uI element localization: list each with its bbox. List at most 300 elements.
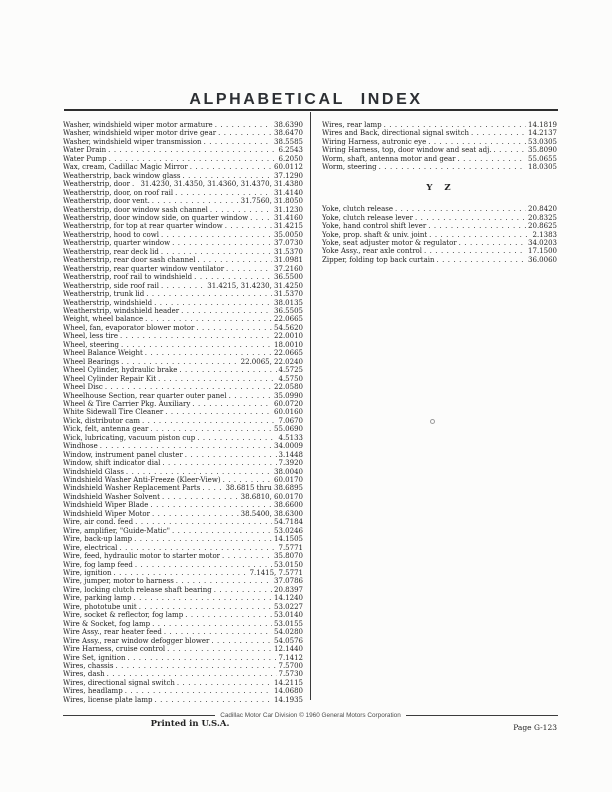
- dot-leader: [384, 121, 526, 129]
- entry-label: Windshield Wiper Motor: [63, 509, 150, 518]
- entry-label: Window, instrument panel cluster: [63, 450, 183, 459]
- entry-value: 6.2050: [278, 154, 303, 163]
- dot-leader: [424, 247, 526, 255]
- index-entries-yz: [322, 205, 557, 264]
- dot-leader: [218, 129, 272, 137]
- index-row: [63, 214, 303, 222]
- dot-leader: [105, 383, 272, 391]
- entry-label: Yoke, prop. shaft & univ. joint: [322, 230, 428, 239]
- entry-value: 38.0040: [274, 467, 303, 476]
- index-row: [63, 256, 303, 264]
- dot-leader: [204, 138, 272, 146]
- index-row: [63, 400, 303, 408]
- entry-value: 37.1290: [274, 171, 303, 180]
- dot-leader: [197, 434, 276, 442]
- index-row: [63, 425, 303, 433]
- entry-label: Wheel Cylinder, hydraulic brake: [63, 366, 178, 375]
- entry-value: 4.5725: [278, 366, 303, 375]
- index-row: [63, 603, 303, 611]
- entry-label: Wheel Balance Weight: [63, 349, 143, 358]
- dot-leader: [428, 138, 526, 146]
- index-row: [63, 239, 303, 247]
- dot-leader: [175, 189, 272, 197]
- index-row: [63, 493, 303, 501]
- entry-value: 4.5133: [278, 433, 303, 442]
- dot-leader: [134, 535, 272, 543]
- entry-label: Wire, socket & reflector, fog lamp: [63, 611, 184, 620]
- entry-label: Wire, locking clutch release shaft bearing: [63, 585, 212, 594]
- dot-leader: [145, 315, 272, 323]
- index-row: [63, 628, 303, 636]
- dot-leader: [210, 206, 272, 214]
- entry-label: Wire Set, ignition: [63, 653, 126, 662]
- index-row: [63, 383, 303, 391]
- index-row: [63, 518, 303, 526]
- entry-label: Weatherstrip, windshield: [63, 298, 153, 307]
- entry-label: Wire, parking lamp: [63, 594, 132, 603]
- dot-leader: [125, 687, 272, 695]
- index-row: [63, 476, 303, 484]
- entry-label: Wire, phototube unit: [63, 602, 137, 611]
- entry-value: 14.1819: [528, 121, 557, 129]
- index-row: [63, 687, 303, 695]
- dot-leader: [126, 468, 272, 476]
- entry-label: Washer, windshield wiper motor armature: [63, 121, 213, 129]
- entry-label: Yoke, hand control shift lever: [322, 222, 427, 231]
- dot-leader: [152, 197, 239, 205]
- entry-value: 31.4160: [274, 213, 303, 222]
- index-row: [322, 155, 557, 163]
- index-row: [63, 696, 303, 704]
- entry-label: Wire, air cond. feed: [63, 518, 134, 527]
- entry-value: 36.5500: [274, 273, 303, 282]
- entry-label: Windshield Glass: [63, 467, 124, 476]
- index-row: [322, 163, 557, 171]
- dot-leader: [158, 375, 276, 383]
- dot-leader: [142, 417, 277, 425]
- entry-value: 36.5505: [274, 306, 303, 315]
- dot-leader: [139, 603, 272, 611]
- entry-label: Worm, shaft, antenna motor and gear: [322, 154, 456, 163]
- entry-value: 20.8397: [274, 585, 303, 594]
- dot-leader: [190, 163, 272, 171]
- dot-leader: [172, 239, 272, 247]
- entry-label: Weight, wheel balance: [63, 315, 144, 324]
- dot-leader: [132, 180, 139, 188]
- dot-leader: [223, 476, 272, 484]
- entry-label: Wheel Bearings: [63, 357, 120, 366]
- dot-leader: [437, 256, 527, 264]
- index-row: [63, 637, 303, 645]
- entry-label: Wax, cream, Cadillac Magic Mirror: [63, 163, 188, 172]
- page-number: Page G-123: [513, 723, 557, 732]
- entry-label: Weatherstrip, quarter window: [63, 239, 171, 248]
- entry-label: Yoke Assy., rear axle control: [322, 247, 422, 256]
- entry-label: Wires, rear lamp: [322, 121, 382, 129]
- entry-value: 54.0280: [274, 628, 303, 637]
- entry-label: Weatherstrip, windshield header: [63, 306, 180, 315]
- entry-label: Wheel, less tire: [63, 332, 119, 341]
- dot-leader: [179, 366, 276, 374]
- dot-leader: [150, 501, 272, 509]
- entry-label: Wires and Back, directional signal switch: [322, 129, 469, 138]
- index-row: [63, 434, 303, 442]
- index-row: [322, 205, 557, 213]
- entry-value: 14.2137: [528, 129, 557, 138]
- entry-value: 14.0680: [274, 687, 303, 696]
- entry-value: 7.5700: [278, 662, 303, 670]
- entry-value: 7.0670: [278, 416, 303, 425]
- index-row: [63, 451, 303, 459]
- dot-leader: [107, 670, 277, 678]
- index-row: [63, 392, 303, 400]
- entry-value: 53.0246: [274, 526, 303, 535]
- entry-value: 34.0009: [274, 442, 303, 451]
- entry-label: Wheel, steering: [63, 340, 119, 349]
- index-row: [63, 189, 303, 197]
- entry-value: 7.1412: [278, 653, 303, 662]
- page-title: ALPHABETICAL INDEX: [189, 91, 423, 108]
- entry-label: Wheel Cylinder Repair Kit: [63, 374, 157, 383]
- dot-leader: [127, 654, 276, 662]
- index-row: [322, 239, 557, 247]
- dot-leader: [154, 299, 272, 307]
- entry-value: 22.0580: [274, 383, 303, 392]
- index-row: [63, 349, 303, 357]
- entry-label: Wires, dash: [63, 670, 105, 679]
- dot-leader: [181, 307, 272, 315]
- entry-label: Wiring Harness, top, door window and seat adj.: [322, 146, 492, 155]
- entry-value: 20.8325: [528, 213, 557, 222]
- entry-label: Wick, distributor cam: [63, 416, 140, 425]
- entry-label: Window, shift indicator dial: [63, 459, 161, 468]
- index-row: [63, 552, 303, 560]
- index-row: [63, 662, 303, 670]
- index-row: [63, 459, 303, 467]
- dot-leader: [167, 645, 272, 653]
- entry-value: 38.5585: [274, 137, 303, 146]
- entry-label: Yoke, clutch release lever: [322, 213, 414, 222]
- entry-value: 12.1440: [274, 645, 303, 654]
- entry-label: Wheel, fan, evaporator blower motor: [63, 323, 195, 332]
- dot-leader: [225, 222, 272, 230]
- entry-value: 60.0170: [274, 476, 303, 485]
- index-row: [322, 231, 557, 239]
- entry-label: Washer, windshield wiper transmission: [63, 137, 202, 146]
- entry-value: 34.0203: [528, 238, 557, 247]
- index-row: [63, 146, 303, 154]
- entry-value: 20.8625: [528, 222, 557, 231]
- dot-leader: [150, 425, 272, 433]
- dot-leader: [121, 341, 272, 349]
- entry-value: 53.0305: [528, 137, 557, 146]
- index-row: [63, 341, 303, 349]
- dot-leader: [161, 282, 205, 290]
- footer-copyright-row: [63, 712, 558, 719]
- entry-label: Weatherstrip, door: [63, 180, 130, 189]
- dot-leader: [229, 392, 272, 400]
- dot-leader: [162, 493, 239, 501]
- entry-label: Wire, fog lamp feed: [63, 560, 133, 569]
- index-row: [63, 121, 303, 129]
- entry-value: 53.0227: [274, 602, 303, 611]
- entry-value: 38.6390: [274, 121, 303, 129]
- dot-leader: [211, 637, 272, 645]
- dot-leader: [459, 239, 526, 247]
- entry-label: Water Drain: [63, 146, 107, 155]
- dot-leader: [415, 214, 526, 222]
- index-row: [63, 442, 303, 450]
- index-row: [63, 332, 303, 340]
- entry-label: Weatherstrip, door window side, on quarter window: [63, 213, 249, 222]
- index-column-right: [322, 121, 557, 264]
- dot-leader: [145, 349, 272, 357]
- entry-value: 54.7184: [274, 518, 303, 527]
- index-row: [63, 366, 303, 374]
- printed-in-usa: Printed in U.S.A.: [150, 719, 230, 729]
- entry-value: 37.0730: [274, 239, 303, 248]
- dot-leader: [185, 451, 277, 459]
- entry-value: 60.0160: [274, 408, 303, 417]
- index-row: [63, 484, 303, 492]
- dot-leader: [165, 408, 272, 416]
- index-row: [63, 231, 303, 239]
- dot-leader: [119, 544, 276, 552]
- index-row: [322, 146, 557, 154]
- index-row: [63, 527, 303, 535]
- index-row: [63, 417, 303, 425]
- entry-value: 36.0060: [528, 255, 557, 264]
- entry-value: 54.0576: [274, 636, 303, 645]
- dot-leader: [197, 256, 272, 264]
- footer-rule-left: [63, 715, 215, 716]
- entry-value: 7.5730: [278, 670, 303, 679]
- index-row: [63, 569, 303, 577]
- entry-value: 18.0305: [528, 163, 557, 172]
- entry-value: 31.4230, 31.4350, 31.4360, 31.4370, 31.4380: [140, 180, 303, 189]
- index-row: [63, 155, 303, 163]
- dot-leader: [109, 155, 277, 163]
- entry-value: 38.6815 thru 38.6895: [225, 484, 303, 493]
- entry-value: 7.1415, 7.5771: [249, 569, 303, 578]
- section-header-yz: Y Z: [426, 183, 453, 194]
- entry-label: Wire, amplifier, "Guide-Matic": [63, 526, 170, 535]
- dot-leader: [120, 332, 272, 340]
- dot-leader: [114, 569, 248, 577]
- entry-label: Wires, directional signal switch: [63, 678, 175, 687]
- entry-label: Weatherstrip, for top at rear quarter window: [63, 222, 223, 231]
- dot-leader: [172, 527, 272, 535]
- index-row: [63, 670, 303, 678]
- index-row: [63, 197, 303, 205]
- entry-value: 55.0690: [274, 425, 303, 434]
- title-rule: [64, 109, 558, 111]
- entry-value: 14.2115: [274, 678, 303, 687]
- index-entries-w: [322, 121, 557, 172]
- index-row: [63, 577, 303, 585]
- column-divider: [310, 112, 311, 700]
- index-row: [63, 375, 303, 383]
- entry-value: 31.4215, 31.4230, 31.4250: [207, 281, 303, 290]
- index-row: [322, 222, 557, 230]
- entry-label: Wheel Disc: [63, 383, 103, 392]
- entry-value: 53.0155: [274, 619, 303, 628]
- entry-label: Wire, feed, hydraulic motor to starter motor: [63, 552, 221, 561]
- entry-value: 35.8090: [528, 146, 557, 155]
- entry-value: 38.5400, 38.6300: [240, 509, 303, 518]
- entry-value: 14.1935: [274, 695, 303, 704]
- entry-value: 60.0112: [274, 163, 303, 172]
- index-row: [63, 679, 303, 687]
- index-row: [63, 561, 303, 569]
- entry-label: Wire, back-up lamp: [63, 535, 133, 544]
- index-row: [63, 468, 303, 476]
- entry-label: Wheel & Tire Carrier Pkg. Auxiliary: [63, 399, 191, 408]
- dot-leader: [176, 577, 272, 585]
- entry-label: Weatherstrip, rear door sash channel: [63, 256, 196, 265]
- dot-leader: [133, 594, 272, 602]
- dot-leader: [379, 163, 526, 171]
- index-row: [63, 510, 303, 518]
- index-row: [63, 535, 303, 543]
- entry-value: 55.0655: [528, 154, 557, 163]
- dot-leader: [215, 121, 272, 129]
- entry-label: Wires, license plate lamp: [63, 695, 153, 704]
- index-row: [63, 645, 303, 653]
- dot-leader: [154, 696, 272, 704]
- entry-label: Wire & Socket, fog lamp: [63, 619, 151, 628]
- index-row: [63, 290, 303, 298]
- index-row: [63, 408, 303, 416]
- dot-leader: [194, 273, 272, 281]
- dot-leader: [115, 662, 276, 670]
- entry-label: Wire, ignition: [63, 569, 112, 578]
- entry-value: 22.0665: [274, 315, 303, 324]
- index-column-left: [63, 121, 303, 704]
- dot-leader: [182, 172, 272, 180]
- entry-value: 31.1230: [274, 205, 303, 214]
- index-row: [63, 222, 303, 230]
- index-row: [63, 282, 303, 290]
- dot-leader: [494, 146, 527, 154]
- dot-leader: [135, 518, 272, 526]
- entry-value: 31.5370: [274, 247, 303, 256]
- index-row: [63, 299, 303, 307]
- entry-label: Wire Assy., rear heater feed: [63, 628, 162, 637]
- dot-leader: [161, 248, 272, 256]
- dot-leader: [185, 611, 272, 619]
- entry-label: Wires, headlamp: [63, 687, 123, 696]
- entry-value: 31.0981: [274, 256, 303, 265]
- entry-label: Weatherstrip, hood to cowl: [63, 230, 159, 239]
- entry-label: Windshield Wiper Blade: [63, 501, 149, 510]
- dot-leader: [108, 146, 276, 154]
- entry-value: 35.8070: [274, 552, 303, 561]
- entry-label: Windshield Washer Replacement Parts: [63, 484, 201, 493]
- dot-leader: [214, 586, 272, 594]
- index-row: [63, 315, 303, 323]
- dot-leader: [121, 358, 239, 366]
- scan-speck: [430, 419, 435, 424]
- entry-value: 2.1383: [532, 230, 557, 239]
- entry-value: 20.8420: [528, 205, 557, 214]
- entry-value: 31.5370: [274, 290, 303, 299]
- entry-label: Wire, electrical: [63, 543, 118, 552]
- index-row: [322, 256, 557, 264]
- entry-value: 4.5750: [278, 374, 303, 383]
- entry-label: Weatherstrip, side roof rail: [63, 281, 159, 290]
- dot-leader: [177, 679, 272, 687]
- index-row: [63, 654, 303, 662]
- dot-leader: [196, 324, 272, 332]
- index-row: [63, 248, 303, 256]
- dot-leader: [192, 400, 272, 408]
- entry-label: Windshield Washer Solvent: [63, 492, 160, 501]
- entry-value: 31.4215: [274, 222, 303, 231]
- dot-leader: [152, 620, 272, 628]
- entry-value: 7.5771: [278, 543, 303, 552]
- entry-label: Weatherstrip, door, on roof rail: [63, 188, 174, 197]
- entry-label: Weatherstrip, rear deck lid: [63, 247, 159, 256]
- entry-value: 14.1505: [274, 535, 303, 544]
- entry-label: Weatherstrip, door vent.: [63, 197, 150, 206]
- entry-value: 22.0065, 22.0240: [240, 357, 303, 366]
- dot-leader: [428, 222, 526, 230]
- dot-leader: [202, 484, 223, 492]
- entry-label: Wire, jumper, motor to harness: [63, 577, 174, 586]
- index-row: [63, 544, 303, 552]
- index-row: [63, 586, 303, 594]
- index-row: [322, 247, 557, 255]
- index-row: [63, 594, 303, 602]
- entry-label: Weatherstrip, trunk lid: [63, 290, 145, 299]
- dot-leader: [162, 459, 276, 467]
- entry-value: 35.0050: [274, 230, 303, 239]
- entry-label: Windhose: [63, 442, 98, 451]
- entry-label: Wheelhouse Section, rear quarter outer panel: [63, 391, 227, 400]
- entry-value: 38.0135: [274, 298, 303, 307]
- dot-leader: [458, 155, 527, 163]
- entry-label: Wires, chassis: [63, 662, 114, 670]
- index-row: [63, 138, 303, 146]
- entry-value: 38.6810, 60.0170: [240, 492, 303, 501]
- entry-label: Yoke, clutch release: [322, 205, 393, 214]
- entry-value: 53.0140: [274, 611, 303, 620]
- dot-leader: [250, 214, 272, 222]
- index-row: [63, 273, 303, 281]
- index-row: [322, 214, 557, 222]
- index-row: [63, 265, 303, 273]
- entry-label: Worm, steering: [322, 163, 377, 172]
- entry-value: 3.1448: [278, 450, 303, 459]
- index-row: [63, 129, 303, 137]
- index-row: [63, 501, 303, 509]
- entry-value: 17.1500: [528, 247, 557, 256]
- index-row: [63, 172, 303, 180]
- dot-leader: [471, 129, 526, 137]
- entry-label: Water Pump: [63, 154, 107, 163]
- entry-label: Wick, lubricating, vacuum piston cup: [63, 433, 196, 442]
- dot-leader: [395, 205, 526, 213]
- dot-leader: [152, 510, 239, 518]
- entry-value: 31.7560, 31.8050: [240, 197, 303, 206]
- entry-label: Yoke, seat adjuster motor & regulator: [322, 238, 457, 247]
- entry-value: 14.1240: [274, 594, 303, 603]
- dot-leader: [226, 265, 272, 273]
- entry-value: 22.0010: [274, 332, 303, 341]
- entry-value: 37.0786: [274, 577, 303, 586]
- dot-leader: [161, 231, 272, 239]
